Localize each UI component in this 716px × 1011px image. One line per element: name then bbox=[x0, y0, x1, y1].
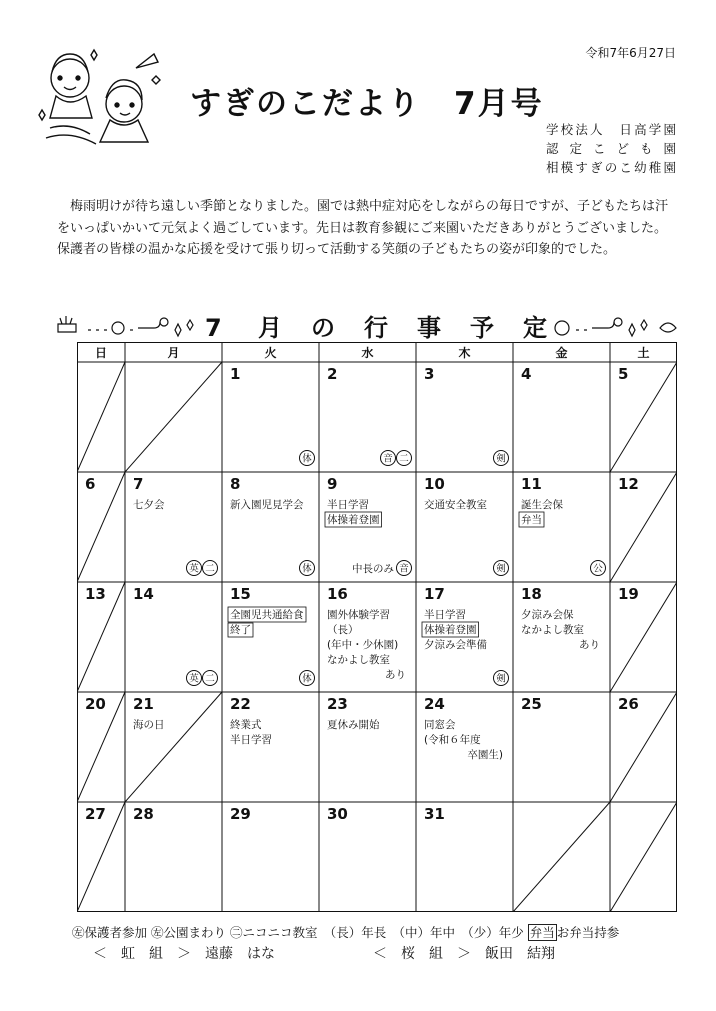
event-text: 同窓会 bbox=[424, 719, 456, 731]
mark-prefix: 中長のみ bbox=[352, 563, 394, 575]
event-text: (令和６年度 bbox=[424, 734, 481, 746]
event-text: あり bbox=[579, 639, 600, 651]
calendar-title-char: の bbox=[311, 314, 335, 342]
activity-mark: 英 bbox=[189, 563, 199, 575]
activity-mark: 体 bbox=[302, 673, 312, 685]
day-number: 8 bbox=[230, 475, 241, 493]
legend-bento-box: 弁当 bbox=[529, 925, 555, 940]
activity-mark: 音 bbox=[383, 453, 393, 465]
day-number: 28 bbox=[133, 805, 154, 823]
activity-mark: 剣 bbox=[496, 563, 506, 575]
weekday-header: 日 bbox=[94, 346, 108, 360]
boxed-event: 全園児共通給食 bbox=[230, 609, 304, 621]
day-number: 16 bbox=[327, 585, 348, 603]
issue-date: 令和7年6月27日 bbox=[585, 46, 676, 60]
day-number: 12 bbox=[618, 475, 639, 493]
boxed-event: 終了 bbox=[230, 624, 251, 636]
day-number: 10 bbox=[424, 475, 445, 493]
day-number: 30 bbox=[327, 805, 348, 823]
calendar-title bbox=[205, 308, 576, 343]
org-line: 相模すぎのこ幼稚園 bbox=[546, 160, 676, 175]
event-text: 七夕会 bbox=[133, 499, 165, 511]
cell-slash bbox=[513, 802, 610, 912]
day-number: 1 bbox=[230, 365, 241, 383]
event-text: (年中・少休園) bbox=[327, 639, 399, 651]
event-text: 半日学習 bbox=[327, 499, 369, 511]
children-illustration bbox=[36, 38, 186, 146]
legend-text: ㊧保護者参加 ㊧公園まわり ㊁ニコニコ教室 （長）年長 （中）年中 （少）年少 bbox=[72, 925, 524, 940]
calendar-title-char: 事 bbox=[417, 314, 441, 342]
weekday-header: 土 bbox=[637, 346, 650, 360]
day-number: 7 bbox=[133, 475, 144, 493]
weekday-header: 水 bbox=[361, 346, 374, 360]
day-number: 17 bbox=[424, 585, 445, 603]
day-number: 25 bbox=[521, 695, 542, 713]
calendar-title-char: 定 bbox=[523, 314, 547, 342]
activity-mark: 体 bbox=[302, 563, 312, 575]
day-number: 27 bbox=[85, 805, 106, 823]
boxed-event: 弁当 bbox=[521, 514, 542, 526]
event-text: （長） bbox=[327, 624, 359, 636]
event-text: 海の日 bbox=[133, 719, 165, 731]
legend-bento-text: お弁当持参 bbox=[556, 925, 620, 940]
event-text: 卒園生) bbox=[467, 749, 503, 761]
org-line: 認定こども園 bbox=[546, 141, 676, 156]
day-number: 4 bbox=[521, 365, 532, 383]
day-number: 20 bbox=[85, 695, 106, 713]
activity-mark: 剣 bbox=[496, 453, 506, 465]
cell-slash bbox=[77, 362, 125, 472]
activity-mark: 公 bbox=[593, 563, 603, 575]
weekday-header: 金 bbox=[555, 346, 568, 360]
event-text: 夕涼み会準備 bbox=[424, 639, 487, 651]
event-text: 園外体験学習 bbox=[327, 609, 390, 621]
day-number: 29 bbox=[230, 805, 251, 823]
day-number: 26 bbox=[618, 695, 639, 713]
event-text: 半日学習 bbox=[230, 734, 272, 746]
day-number: 21 bbox=[133, 695, 154, 713]
weekday-header: 月 bbox=[167, 346, 180, 360]
newsletter-title: すぎのこだより 7月号 bbox=[190, 86, 544, 122]
cell-slash bbox=[125, 362, 222, 472]
day-number: 14 bbox=[133, 585, 154, 603]
activity-mark: 音 bbox=[399, 563, 409, 575]
event-text: 終業式 bbox=[230, 719, 262, 731]
day-number: 31 bbox=[424, 805, 445, 823]
day-number: 9 bbox=[327, 475, 338, 493]
boxed-event: 体操着登園 bbox=[424, 624, 477, 636]
day-number: 22 bbox=[230, 695, 251, 713]
day-number: 23 bbox=[327, 695, 348, 713]
day-number: 3 bbox=[424, 365, 435, 383]
event-text: 夏休み開始 bbox=[327, 719, 380, 731]
day-number: 13 bbox=[85, 585, 106, 603]
org-line: 学校法人 日高学園 bbox=[546, 122, 676, 137]
event-text: あり bbox=[385, 669, 406, 681]
day-number: 18 bbox=[521, 585, 542, 603]
activity-mark: 剣 bbox=[496, 673, 506, 685]
activity-mark: 二 bbox=[205, 563, 215, 575]
day-number: 11 bbox=[521, 475, 542, 493]
calendar-title-char: 月 bbox=[258, 314, 282, 342]
day-number: 5 bbox=[618, 365, 629, 383]
calendar-title-char: 予 bbox=[470, 314, 494, 342]
calendar-title-char: 7 bbox=[205, 314, 222, 342]
day-number: 15 bbox=[230, 585, 251, 603]
calendar-border bbox=[78, 343, 677, 912]
cell-slash bbox=[610, 802, 677, 912]
event-text: 交通安全教室 bbox=[424, 499, 487, 511]
day-number: 2 bbox=[327, 365, 338, 383]
calendar-title-char: 行 bbox=[364, 314, 388, 342]
class-names: ＜ 虹 組 ＞ 遠藤 はな ＜ 桜 組 ＞ 飯田 結翔 bbox=[93, 946, 555, 962]
event-calendar bbox=[77, 342, 677, 912]
event-text: 新入園児見学会 bbox=[230, 499, 304, 511]
day-number: 24 bbox=[424, 695, 445, 713]
activity-mark: 二 bbox=[399, 453, 409, 465]
event-text: なかよし教室 bbox=[327, 654, 390, 666]
event-text: 誕生会保 bbox=[521, 499, 563, 511]
organization-block bbox=[546, 120, 676, 177]
intro-paragraph: 梅雨明けが待ち遠しい季節となりました。園では熱中症対応をしながらの毎日ですが、子どもたちは汗をいっぱいかいて元気よく過ごしています。先日は教育参観にご来園いただきありがとうございました。保護者の皆様の温かな応援を受けて張り切って活動する笑顔の子どもたちの姿が印象的でした。 bbox=[57, 199, 669, 257]
weekday-header: 火 bbox=[264, 346, 277, 360]
calendar-legend bbox=[72, 923, 619, 941]
activity-mark: 二 bbox=[205, 673, 215, 685]
event-text: 夕涼み会保 bbox=[521, 609, 574, 621]
activity-mark: 英 bbox=[189, 673, 199, 685]
weekday-header: 木 bbox=[458, 346, 471, 360]
day-number: 6 bbox=[85, 475, 96, 493]
day-number: 19 bbox=[618, 585, 639, 603]
activity-mark: 体 bbox=[302, 453, 312, 465]
boxed-event: 体操着登園 bbox=[327, 514, 380, 526]
event-text: なかよし教室 bbox=[521, 624, 584, 636]
event-text: 半日学習 bbox=[424, 609, 466, 621]
